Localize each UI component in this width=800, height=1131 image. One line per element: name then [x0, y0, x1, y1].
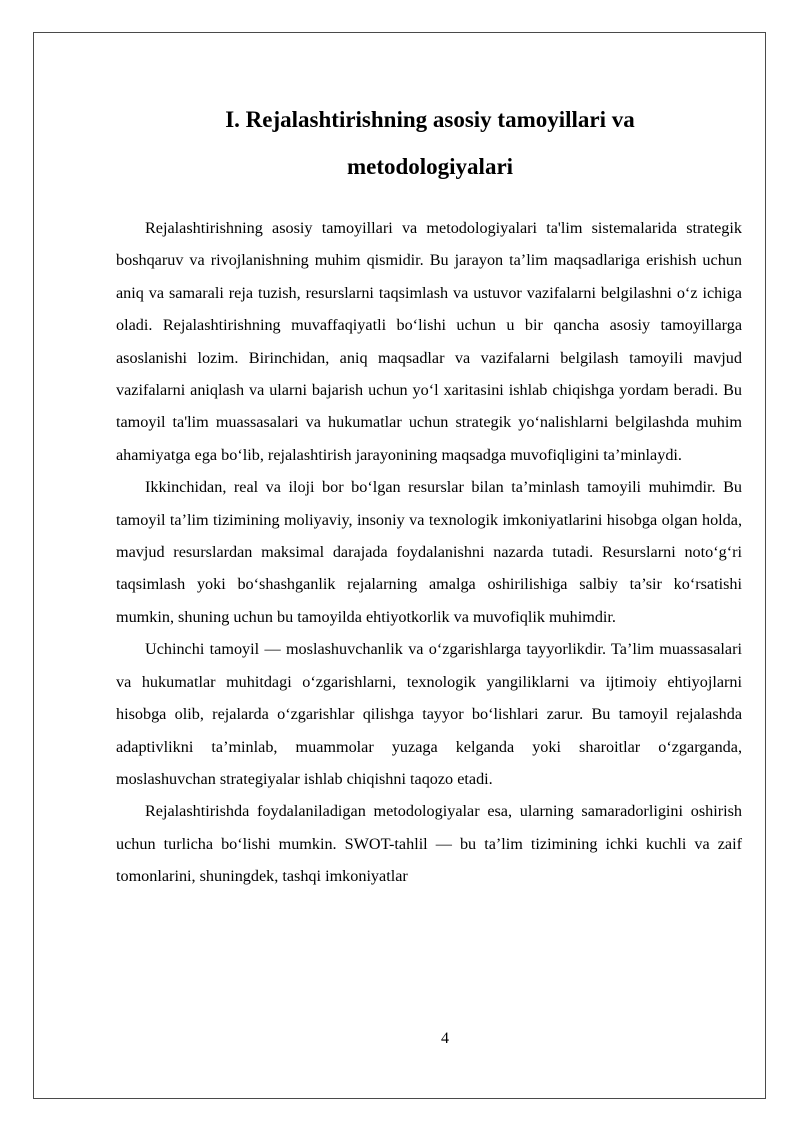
paragraph-2: Ikkinchidan, real va iloji bor bo‘lgan resurslar bilan ta’minlash tamoyili muhimdir. Bu tamoyil ta’lim tizimining moliyaviy, insoniy va texnologik imkoniyatlarini hisobga olgan holda, mavjud resurslardan maksimal darajada foydalanishni nazarda tutadi. Resurslarni noto‘g‘ri taqsimlash yoki bo‘shashganlik rejalarning amalga oshirilishiga salbiy ta’sir ko‘rsatishi mumkin, shuning uchun bu tamoyilda ehtiyotkorlik va muvofiqlik muhimdir.	[116, 478, 742, 626]
paragraph-3: Uchinchi tamoyil — moslashuvchanlik va o‘zgarishlarga tayyorlikdir. Ta’lim muassasalari va hukumatlar muhitdagi o‘zgarishlarni, texnologik yangiliklarni va ijtimoiy ehtiyojlarni hisobga olib, rejalarda o‘zgarishlar qilishga tayyor bo‘lishlari zarur. Bu tamoyil rejalashda adaptivlikni ta’minlab, muammolar yuzaga kelganda yoki sharoitlar o‘zgarganda, moslashuvchan strategiyalar ishlab chiqishni taqozo etadi.	[116, 640, 742, 788]
section-heading	[110, 96, 750, 190]
paragraph-1: Rejalashtirishning asosiy tamoyillari va metodologiyalari ta'lim sistemalarida strategik boshqaruv va rivojlanishning muhim qismidir. Bu jarayon ta’lim maqsadlariga erishish uchun aniq va samarali reja tuzish, resurslarni taqsimlash va ustuvor vazifalarni belgilashni o‘z ichiga oladi. Rejalashtirishning muvaffaqiyatli bo‘lishi uchun u bir qancha asosiy tamoyillarga asoslanishi lozim. Birinchidan, aniq maqsadlar va vazifalarni belgilash tamoyili mavjud vazifalarni aniqlash va ularni bajarish uchun yo‘l xaritasini ishlab chiqishga yordam beradi. Bu tamoyil ta'lim muassasalari va hukumatlar uchun strategik yo‘nalishlarni belgilashda muhim ahamiyatga ega bo‘lib, rejalashtirish jarayonining maqsadga muvofiqligini ta’minlaydi.	[116, 219, 742, 464]
heading-line-1: I. Rejalashtirishning asosiy tamoyillari va	[225, 107, 635, 132]
paragraph-4: Rejalashtirishda foydalaniladigan metodologiyalar esa, ularning samaradorligini oshirish uchun turlicha bo‘lishi mumkin. SWOT-tahlil — bu ta’lim tizimining ichki kuchli va zaif tomonlarini, shuningdek, tashqi imkoniyatlar	[116, 802, 742, 886]
page-number: 4	[441, 1030, 449, 1047]
heading-line-2: metodologiyalari	[346, 154, 514, 179]
body-text	[116, 212, 742, 893]
